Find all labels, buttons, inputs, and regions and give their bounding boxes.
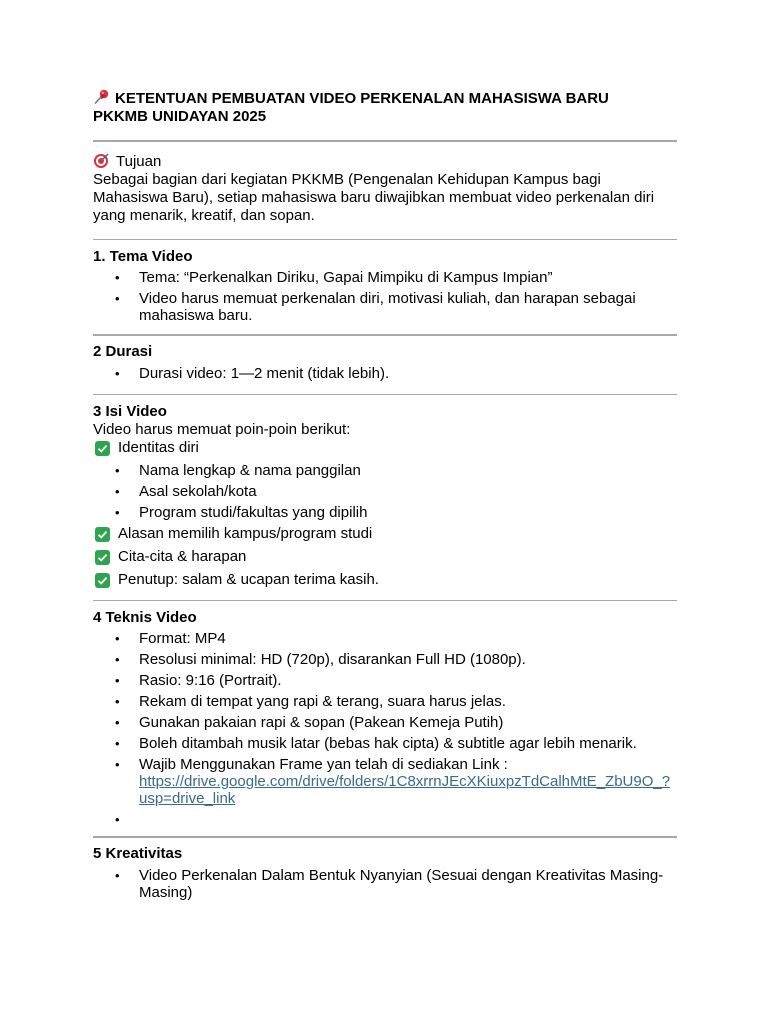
divider	[93, 140, 677, 142]
teknis-heading: 4 Teknis Video	[93, 609, 197, 626]
list-item: • Durasi video: 1—2 menit (tidak lebih).	[93, 365, 677, 382]
title-line-1: KETENTUAN PEMBUATAN VIDEO PERKENALAN MAHASISWA BARU	[115, 90, 609, 107]
check-mark-icon	[95, 441, 110, 456]
check-item	[93, 571, 677, 589]
pushpin-icon	[93, 89, 111, 105]
divider	[93, 836, 677, 838]
list-item-frame	[93, 756, 677, 807]
empty-list-item	[93, 811, 677, 828]
isi-heading: 3 Isi Video	[93, 403, 167, 420]
durasi-list	[93, 365, 677, 382]
identitas-sublist	[93, 462, 677, 521]
section-kreativitas	[93, 845, 677, 901]
tema-heading: 1. Tema Video	[93, 248, 193, 265]
section-tema	[93, 248, 677, 324]
list-item: • Rasio: 9:16 (Portrait).	[93, 672, 677, 689]
teknis-list	[93, 630, 677, 828]
tujuan-heading	[93, 152, 677, 171]
tujuan-text: Sebagai bagian dari kegiatan PKKMB (Pengenalan Kehidupan Kampus bagi Mahasiswa Baru), setiap mahasiswa baru diwajibkan membuat video perkenalan diri yang menarik, kreatif, dan sopan.	[93, 171, 655, 224]
divider	[93, 239, 677, 240]
list-item: • Boleh ditambah musik latar (bebas hak cipta) & subtitle agar lebih menarik.	[93, 735, 677, 752]
tujuan-heading-text: Tujuan	[116, 153, 162, 170]
check-item-label: Cita-cita & harapan	[118, 548, 247, 565]
frame-text: Wajib Menggunakan Frame yan telah di sediakan Link :	[139, 756, 508, 773]
section-durasi	[93, 343, 677, 382]
check-mark-icon	[95, 573, 110, 588]
list-item: • Nama lengkap & nama panggilan	[93, 462, 677, 479]
tema-list	[93, 269, 677, 324]
list-item: • Video Perkenalan Dalam Bentuk Nyanyian (Sesuai dengan Kreativitas Masing-Masing)	[93, 867, 677, 901]
check-item-label: Identitas diri	[118, 439, 199, 456]
list-item: • Rekam di tempat yang rapi & terang, suara harus jelas.	[93, 693, 677, 710]
check-item-label: Penutup: salam & ucapan terima kasih.	[118, 571, 379, 588]
title-line-2: PKKMB UNIDAYAN 2025	[93, 108, 267, 125]
frame-drive-link[interactable]: https://drive.google.com/drive/folders/1C8xrrnJEcXKiuxpzTdCalhMtE_ZbU9O_?usp=drive_link	[139, 773, 671, 807]
document-page	[93, 89, 677, 905]
target-icon	[93, 152, 110, 169]
check-item	[93, 525, 677, 543]
section-tujuan	[93, 152, 677, 225]
list-item: • Program studi/fakultas yang dipilih	[93, 504, 677, 521]
durasi-heading: 2 Durasi	[93, 343, 153, 360]
list-item: • Gunakan pakaian rapi & sopan (Pakean Kemeja Putih)	[93, 714, 677, 731]
divider	[93, 334, 677, 336]
kreativitas-heading: 5 Kreativitas	[93, 845, 183, 862]
check-mark-icon	[95, 550, 110, 565]
isi-intro: Video harus memuat poin-poin berikut:	[93, 421, 351, 438]
list-item: • Tema: “Perkenalkan Diriku, Gapai Mimpiku di Kampus Impian”	[93, 269, 677, 286]
document-title	[93, 89, 677, 126]
check-item-label: Alasan memilih kampus/program studi	[118, 525, 373, 542]
check-item	[93, 548, 677, 566]
list-item: • Resolusi minimal: HD (720p), disarankan Full HD (1080p).	[93, 651, 677, 668]
section-isi	[93, 403, 677, 589]
kreativitas-list	[93, 867, 677, 901]
check-item	[93, 439, 677, 457]
list-item: • Video harus memuat perkenalan diri, motivasi kuliah, dan harapan sebagai mahasiswa baru.	[93, 290, 677, 324]
list-item: • Format: MP4	[93, 630, 677, 647]
check-mark-icon	[95, 527, 110, 542]
divider	[93, 394, 677, 395]
divider	[93, 600, 677, 601]
section-teknis	[93, 609, 677, 828]
list-item: • Asal sekolah/kota	[93, 483, 677, 500]
